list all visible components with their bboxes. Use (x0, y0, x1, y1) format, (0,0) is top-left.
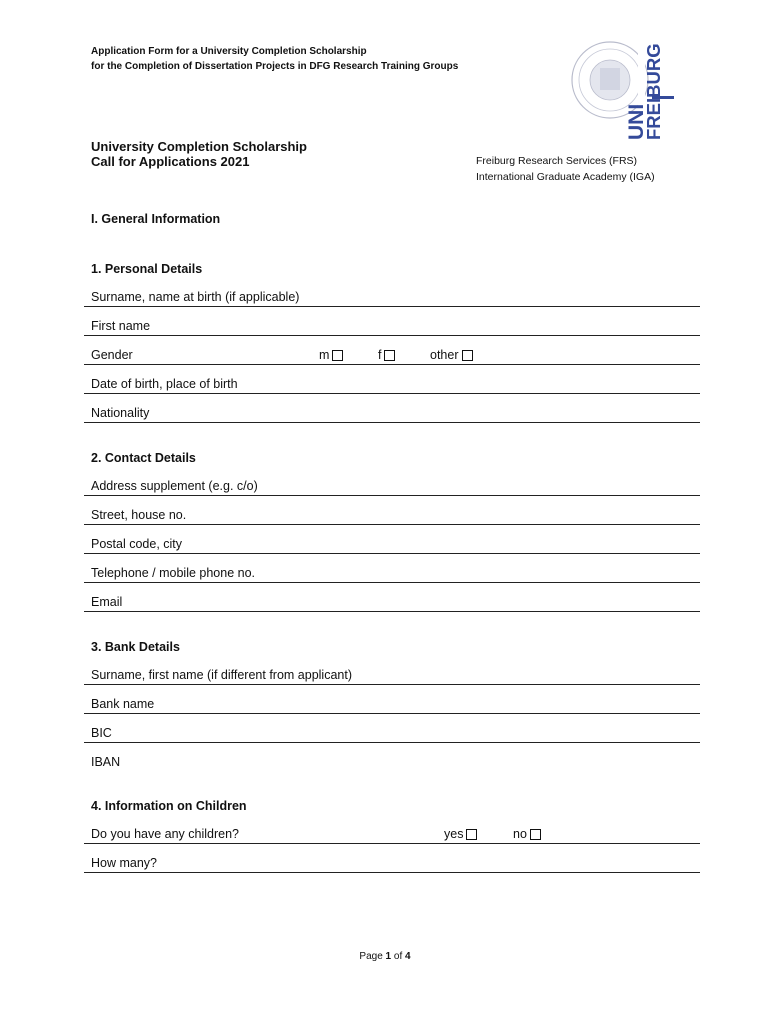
iban-label: IBAN (91, 755, 121, 769)
general-info-heading: I. General Information (91, 212, 221, 226)
header-line-2: for the Completion of Dissertation Projects in DFG Research Training Groups (91, 61, 459, 72)
postal-code-field[interactable] (84, 533, 700, 554)
logo-text-uni: UNI (625, 103, 648, 140)
logo-text-freiburg: FREIBURG (643, 43, 664, 140)
children-no-checkbox[interactable] (530, 829, 541, 840)
gender-other-label: other (430, 348, 459, 362)
gender-label: Gender (91, 348, 133, 362)
page-label: Page (359, 951, 383, 962)
surname-field[interactable] (84, 286, 700, 307)
address-supplement-label: Address supplement (e.g. c/o) (91, 479, 258, 493)
gender-f-label: f (378, 348, 382, 362)
children-question-label: Do you have any children? (91, 827, 240, 841)
bank-details-heading: 3. Bank Details (91, 640, 180, 654)
institution-line-2: International Graduate Academy (IGA) (476, 171, 655, 183)
nationality-label: Nationality (91, 406, 150, 420)
gender-f-option[interactable] (378, 348, 395, 362)
children-yes-label: yes (444, 827, 464, 841)
gender-m-option[interactable] (319, 348, 343, 362)
gender-m-label: m (319, 348, 330, 362)
page-current: 1 (385, 951, 392, 962)
gender-f-checkbox[interactable] (384, 350, 395, 361)
nationality-field[interactable] (84, 402, 700, 423)
bank-name-label: Bank name (91, 697, 155, 711)
gender-m-checkbox[interactable] (332, 350, 343, 361)
email-label: Email (91, 595, 123, 609)
account-holder-field[interactable] (84, 664, 700, 685)
header-line-1: Application Form for a University Completion Scholarship (91, 46, 367, 57)
children-yes-option[interactable] (444, 827, 477, 841)
bank-name-field[interactable] (84, 693, 700, 714)
dob-label: Date of birth, place of birth (91, 377, 238, 391)
institution-line-1: Freiburg Research Services (FRS) (476, 155, 638, 167)
bic-field[interactable] (84, 722, 700, 743)
email-field[interactable] (84, 591, 700, 612)
title-line-1: University Completion Scholarship (91, 139, 307, 154)
page-total: 4 (405, 951, 411, 962)
postal-code-label: Postal code, city (91, 537, 183, 551)
dob-field[interactable] (84, 373, 700, 394)
first-name-label: First name (91, 319, 151, 333)
bic-label: BIC (91, 726, 112, 740)
gender-other-checkbox[interactable] (462, 350, 473, 361)
children-count-label: How many? (91, 856, 157, 870)
page-of: of (393, 951, 403, 962)
page-number (0, 951, 770, 962)
street-label: Street, house no. (91, 508, 187, 522)
children-no-option[interactable] (513, 827, 541, 841)
surname-label: Surname, name at birth (if applicable) (91, 290, 300, 304)
children-question-field (84, 823, 700, 844)
children-heading: 4. Information on Children (91, 799, 247, 813)
first-name-field[interactable] (84, 315, 700, 336)
iban-field[interactable] (84, 751, 700, 771)
contact-details-heading: 2. Contact Details (91, 451, 196, 465)
university-seal-logo (570, 30, 680, 150)
phone-label: Telephone / mobile phone no. (91, 566, 256, 580)
gender-other-option[interactable] (430, 348, 473, 362)
phone-field[interactable] (84, 562, 700, 583)
account-holder-label: Surname, first name (if different from applicant) (91, 668, 352, 682)
address-supplement-field[interactable] (84, 475, 700, 496)
children-yes-checkbox[interactable] (466, 829, 477, 840)
personal-details-heading: 1. Personal Details (91, 262, 203, 276)
children-count-field[interactable] (84, 852, 700, 873)
children-no-label: no (513, 827, 527, 841)
gender-field (84, 344, 700, 365)
title-line-2: Call for Applications 2021 (91, 154, 250, 169)
street-field[interactable] (84, 504, 700, 525)
